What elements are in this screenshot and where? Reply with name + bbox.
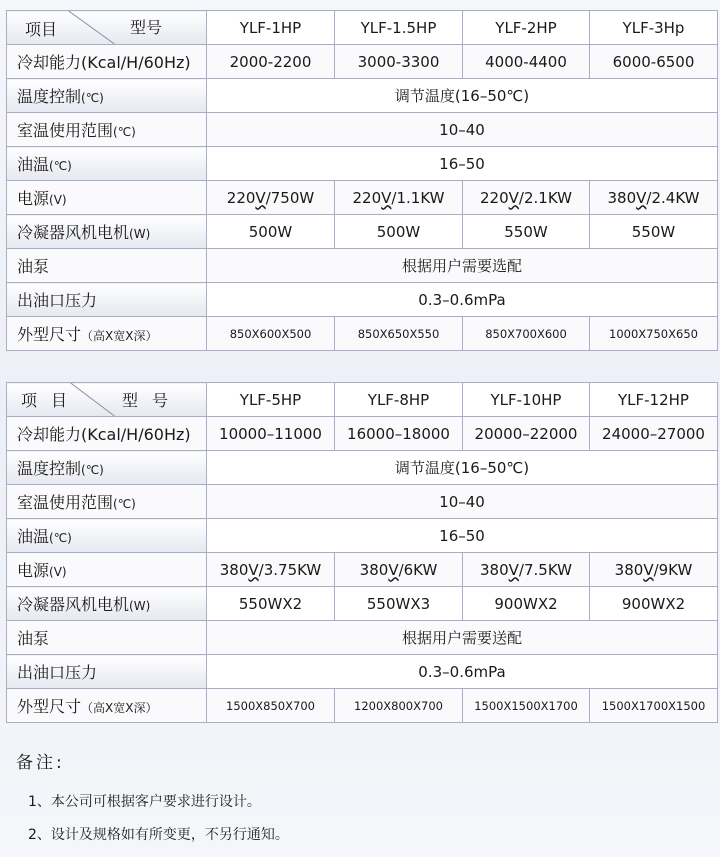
row-oil-pump xyxy=(7,249,718,283)
dimension-cell: 1500X850X700 xyxy=(207,689,335,723)
row-label: 电源(V) xyxy=(7,553,207,587)
model-header: YLF-5HP xyxy=(207,383,335,417)
row-label: 出油口压力 xyxy=(7,655,207,689)
model-header: YLF-10HP xyxy=(463,383,590,417)
dimension-cell: 850X650X550 xyxy=(335,317,463,351)
row-label: 油泵 xyxy=(7,249,207,283)
row-label: 油温(℃) xyxy=(7,519,207,553)
row-condenser-fan xyxy=(7,215,718,249)
row-label: 室温使用范围(℃) xyxy=(7,485,207,519)
dimension-cell: 1200X800X700 xyxy=(335,689,463,723)
span-value-cell: 根据用户需要送配 xyxy=(207,621,718,655)
note-item: 1、本公司可根据客户要求进行设计。 xyxy=(28,794,261,810)
corner-label-model: 型号 xyxy=(121,391,182,410)
row-cooling-capacity xyxy=(7,45,718,79)
power-cell: 380V/7.5KW xyxy=(463,553,590,587)
power-cell: 380V/3.75KW xyxy=(207,553,335,587)
value-cell: 550W xyxy=(463,215,590,249)
row-dimensions xyxy=(7,689,718,723)
span-value-cell: 调节温度(16–50℃) xyxy=(207,451,718,485)
row-label: 油泵 xyxy=(7,621,207,655)
note-item: 2、设计及规格如有所变更，不另行通知。 xyxy=(28,827,289,843)
span-value-cell: 10–40 xyxy=(207,113,718,147)
corner-cell xyxy=(7,383,207,417)
value-cell: 500W xyxy=(335,215,463,249)
corner-label-item: 项目 xyxy=(25,20,58,39)
row-label: 电源(V) xyxy=(7,181,207,215)
row-label: 出油口压力 xyxy=(7,283,207,317)
row-power xyxy=(7,553,718,587)
model-header: YLF-3Hp xyxy=(590,11,718,45)
row-label: 油温(℃) xyxy=(7,147,207,181)
value-cell: 3000-3300 xyxy=(335,45,463,79)
dimension-cell: 850X700X600 xyxy=(463,317,590,351)
row-label: 室温使用范围(℃) xyxy=(7,113,207,147)
row-label: 外型尺寸（高X宽X深） xyxy=(7,689,207,723)
dimension-cell: 850X600X500 xyxy=(207,317,335,351)
span-value-cell: 0.3–0.6mPa xyxy=(207,655,718,689)
row-temperature-control xyxy=(7,451,718,485)
corner-label-model: 型号 xyxy=(129,18,162,37)
value-cell: 900WX2 xyxy=(463,587,590,621)
row-dimensions xyxy=(7,317,718,351)
header-row xyxy=(7,383,718,417)
spec-table-2 xyxy=(6,382,718,723)
corner-label-item: 项目 xyxy=(21,391,82,410)
span-value-cell: 0.3–0.6mPa xyxy=(207,283,718,317)
row-oil-temp xyxy=(7,147,718,181)
value-cell: 6000-6500 xyxy=(590,45,718,79)
dimension-cell: 1500X1700X1500 xyxy=(590,689,718,723)
power-cell: 220V/2.1KW xyxy=(463,181,590,215)
row-cooling-capacity xyxy=(7,417,718,451)
model-header: YLF-12HP xyxy=(590,383,718,417)
value-cell: 550WX3 xyxy=(335,587,463,621)
span-value-cell: 根据用户需要选配 xyxy=(207,249,718,283)
row-label: 外型尺寸（高X宽X深） xyxy=(7,317,207,351)
value-cell: 24000–27000 xyxy=(590,417,718,451)
row-room-temp-range xyxy=(7,113,718,147)
row-oil-pump xyxy=(7,621,718,655)
row-label: 冷却能力(Kcal/H/60Hz) xyxy=(7,417,207,451)
value-cell: 550W xyxy=(590,215,718,249)
value-cell: 10000–11000 xyxy=(207,417,335,451)
value-cell: 4000-4400 xyxy=(463,45,590,79)
span-value-cell: 16–50 xyxy=(207,147,718,181)
header-row xyxy=(7,11,718,45)
value-cell: 2000-2200 xyxy=(207,45,335,79)
power-cell: 220V/750W xyxy=(207,181,335,215)
model-header: YLF-1.5HP xyxy=(335,11,463,45)
value-cell: 16000–18000 xyxy=(335,417,463,451)
notes-section xyxy=(16,748,289,857)
model-header: YLF-8HP xyxy=(335,383,463,417)
value-cell: 20000–22000 xyxy=(463,417,590,451)
row-label: 冷凝器风机电机(W) xyxy=(7,587,207,621)
row-label: 温度控制(℃) xyxy=(7,79,207,113)
row-oil-temp xyxy=(7,519,718,553)
value-cell: 900WX2 xyxy=(590,587,718,621)
row-temperature-control xyxy=(7,79,718,113)
row-power xyxy=(7,181,718,215)
span-value-cell: 10–40 xyxy=(207,485,718,519)
notes-title: 备注: xyxy=(16,753,65,773)
row-label: 冷凝器风机电机(W) xyxy=(7,215,207,249)
row-condenser-fan xyxy=(7,587,718,621)
row-room-temp-range xyxy=(7,485,718,519)
dimension-cell: 1500X1500X1700 xyxy=(463,689,590,723)
model-header: YLF-1HP xyxy=(207,11,335,45)
row-outlet-pressure xyxy=(7,283,718,317)
spec-table-1 xyxy=(6,10,718,351)
value-cell: 550WX2 xyxy=(207,587,335,621)
power-cell: 220V/1.1KW xyxy=(335,181,463,215)
row-label: 冷却能力(Kcal/H/60Hz) xyxy=(7,45,207,79)
power-cell: 380V/6KW xyxy=(335,553,463,587)
span-value-cell: 16–50 xyxy=(207,519,718,553)
model-header: YLF-2HP xyxy=(463,11,590,45)
power-cell: 380V/2.4KW xyxy=(590,181,718,215)
span-value-cell: 调节温度(16–50℃) xyxy=(207,79,718,113)
row-outlet-pressure xyxy=(7,655,718,689)
power-cell: 380V/9KW xyxy=(590,553,718,587)
corner-cell xyxy=(7,11,207,45)
value-cell: 500W xyxy=(207,215,335,249)
row-label: 温度控制(℃) xyxy=(7,451,207,485)
dimension-cell: 1000X750X650 xyxy=(590,317,718,351)
